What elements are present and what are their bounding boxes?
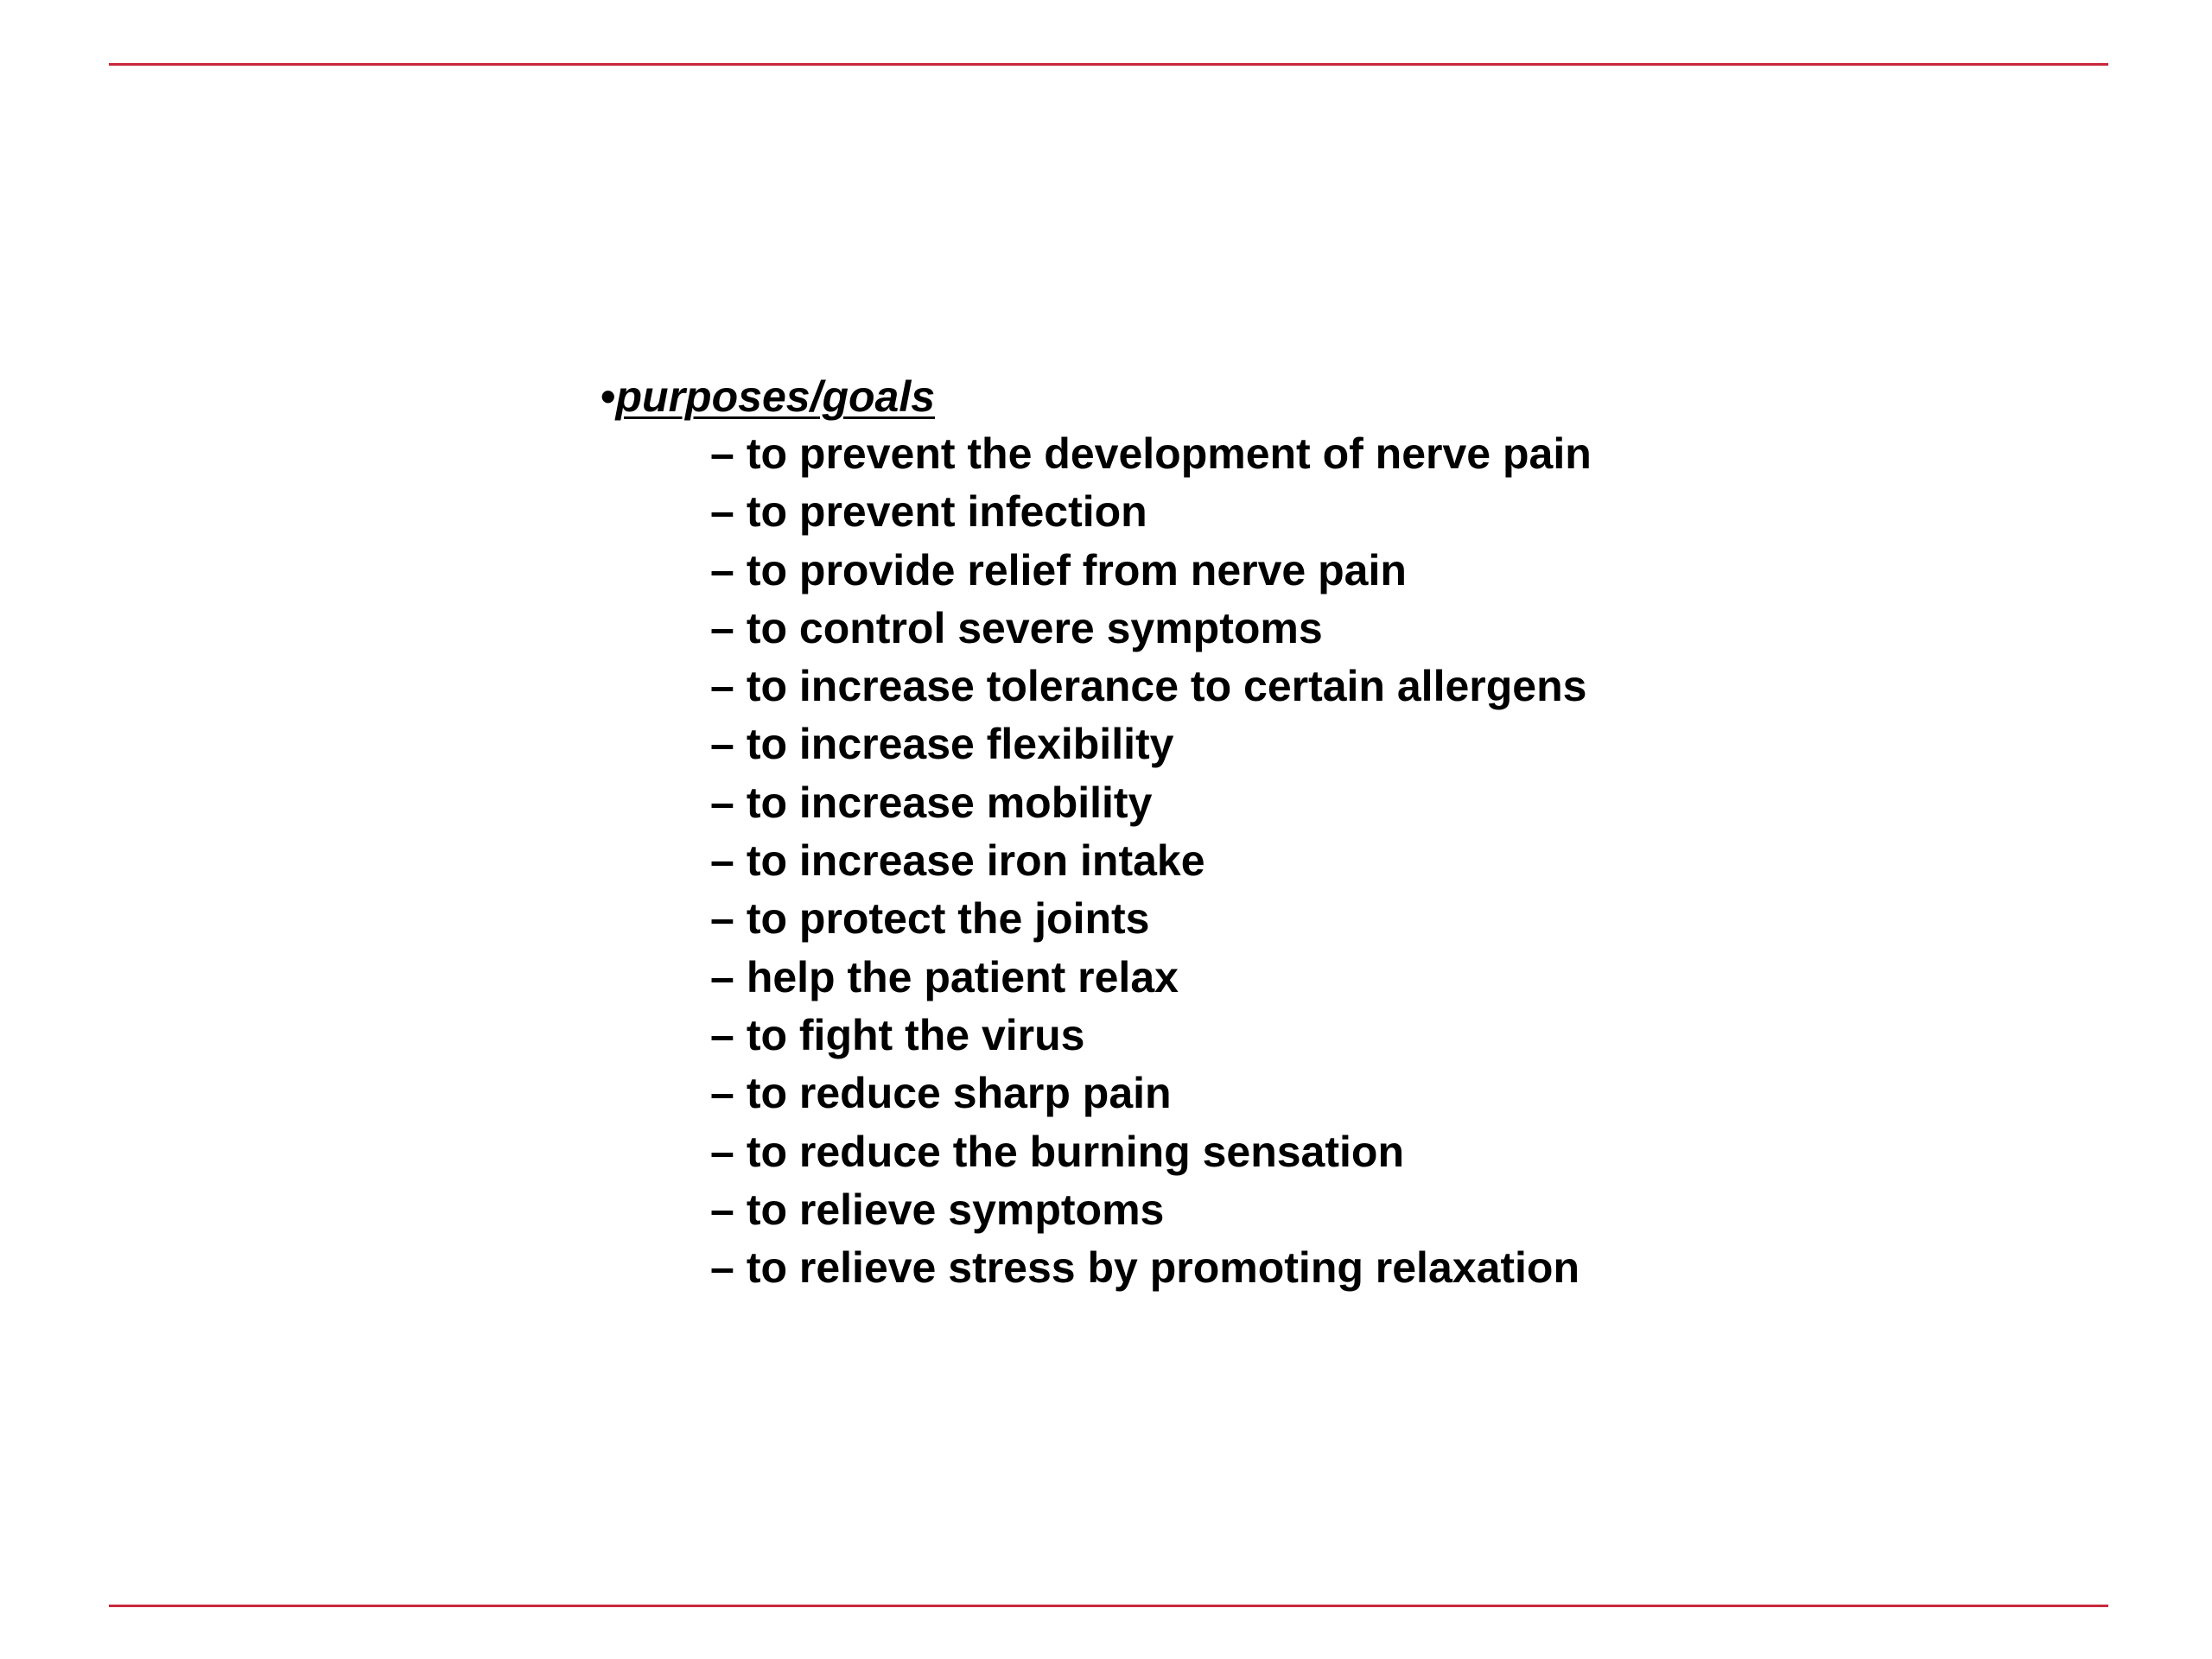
list-item [710,658,2069,715]
dash-marker: – [710,603,734,652]
list-item-text: to control severe symptoms [746,603,1323,652]
bullet-marker: • [601,372,616,421]
list-item [710,832,2069,890]
list-item-text: to increase tolerance to certain allergens [746,662,1587,711]
list-item [710,949,2069,1007]
list-item-text: to protect the joints [746,894,1150,944]
list-item [710,1007,2069,1065]
slide-content [601,368,2069,1297]
list-item [710,483,2069,541]
list-item-text: to relieve symptoms [746,1185,1165,1234]
dash-marker: – [710,952,734,1001]
list-item-text: to increase mobility [746,778,1153,827]
dash-marker: – [710,487,734,537]
list-item [710,425,2069,483]
list-item-text: to prevent the development of nerve pain [746,429,1592,478]
list-item-text: to increase iron intake [746,836,1205,886]
list-item-text: to prevent infection [746,487,1147,537]
list-item [710,1181,2069,1239]
dash-marker: – [710,836,734,886]
dash-marker: – [710,429,734,478]
bottom-divider [109,1605,2108,1607]
dash-marker: – [710,1243,734,1293]
list-item-text: to reduce sharp pain [746,1069,1172,1118]
dash-marker: – [710,662,734,711]
list-item-text: to reduce the burning sensation [746,1127,1404,1176]
top-divider [109,63,2108,66]
list-item-text: to fight the virus [746,1010,1085,1059]
section-heading [601,368,2069,425]
list-item [710,542,2069,600]
dash-marker: – [710,1010,734,1059]
dash-marker: – [710,894,734,944]
list-item [710,1239,2069,1297]
list-item [710,600,2069,658]
dash-marker: – [710,778,734,827]
heading-text: purposes/goals [615,372,936,421]
list-item-text: help the patient relax [746,952,1179,1001]
list-item [710,774,2069,832]
dash-marker: – [710,720,734,769]
list-item [710,1065,2069,1122]
list-item-text: to provide relief from nerve pain [746,545,1407,594]
dash-marker: – [710,1069,734,1118]
list-item-text: to relieve stress by promoting relaxation [746,1243,1580,1293]
goals-list [601,425,2069,1297]
list-item [710,1123,2069,1181]
list-item-text: to increase flexibility [746,720,1174,769]
dash-marker: – [710,1127,734,1176]
dash-marker: – [710,1185,734,1234]
list-item [710,890,2069,948]
dash-marker: – [710,545,734,594]
list-item [710,715,2069,773]
